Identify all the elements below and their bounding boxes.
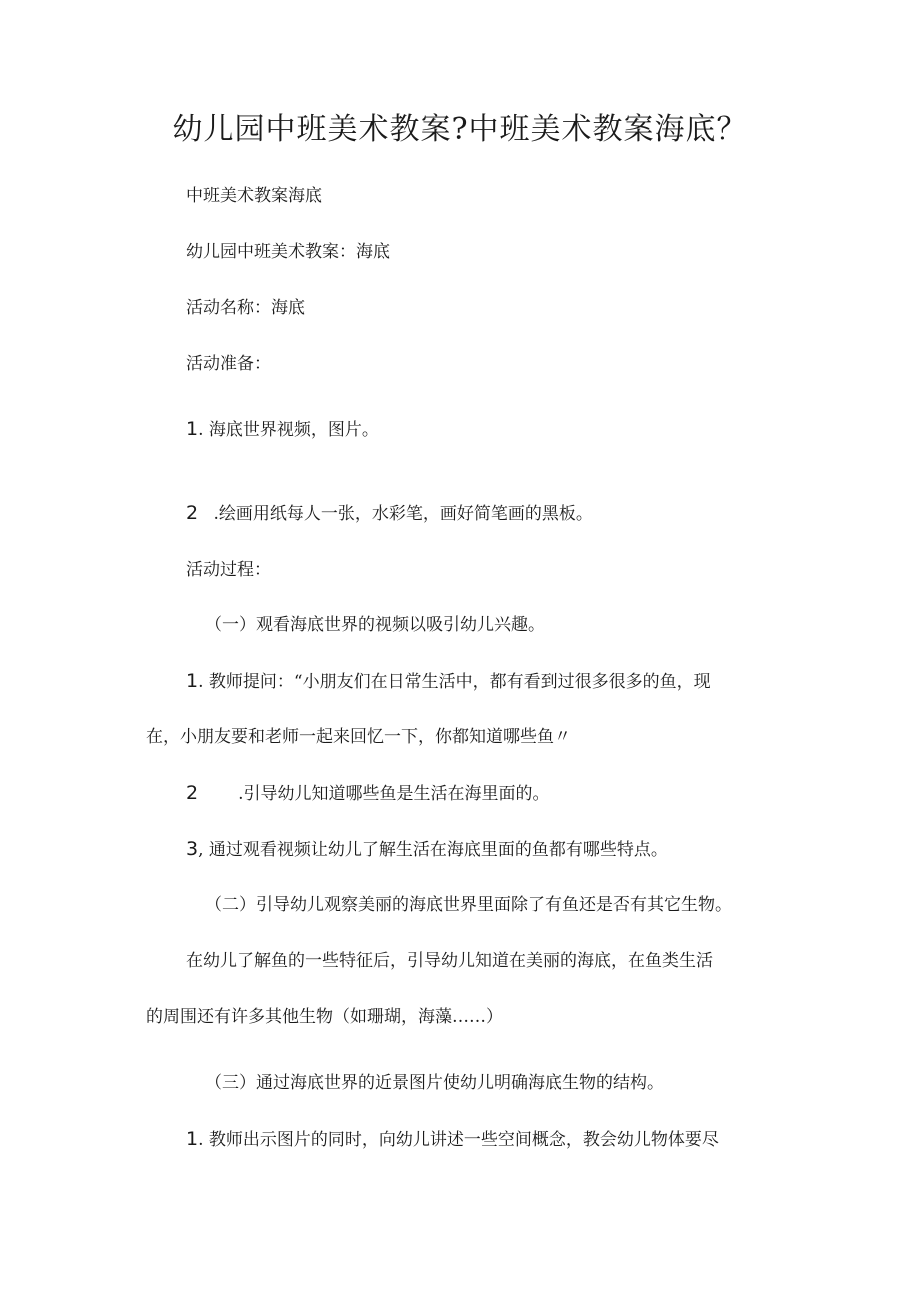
list-item-prep-1 [186, 418, 379, 441]
list-number: 1 [186, 1128, 199, 1150]
paragraph-lesson-name: 幼儿园中班美术教案：海底 [186, 242, 390, 262]
paragraph-activity-name: 活动名称：海底 [186, 298, 305, 318]
heading-preparation: 活动准备： [186, 354, 271, 374]
list-number: 2 [186, 782, 199, 804]
list-item-step-1 [186, 670, 711, 693]
list-text: .引导幼儿知道哪些鱼是生活在海里面的。 [238, 784, 550, 804]
list-text: . 教师出示图片的同时，向幼儿讲述一些空间概念，教会幼儿物体要尽 [198, 1130, 719, 1150]
list-text: . 教师提问：“小朋友们在日常生活中，都有看到过很多很多的鱼，现 [198, 672, 711, 692]
list-text: .绘画用纸每人一张，水彩笔，画好简笔画的黑板。 [208, 504, 593, 524]
section-heading-1: （一）观看海底世界的视频以吸引幼儿兴趣。 [205, 615, 545, 635]
heading-process: 活动过程： [186, 560, 271, 580]
paragraph-subtitle: 中班美术教案海底 [186, 186, 322, 206]
paragraph-continuation: 在，小朋友要和老师一起来回忆一下，你都知道哪些鱼〃 [146, 727, 571, 747]
list-number: 1 [186, 418, 199, 440]
list-number: 2 [186, 502, 199, 524]
list-number: 1 [186, 670, 199, 692]
list-item-prep-2 [186, 502, 593, 525]
list-item-step-3 [186, 838, 668, 861]
list-item-step-4 [186, 1128, 719, 1151]
section-heading-2: （二）引导幼儿观察美丽的海底世界里面除了有鱼还是否有其它生物。 [205, 895, 732, 915]
section-heading-3: （三）通过海底世界的近景图片使幼儿明确海底生物的结构。 [205, 1073, 664, 1093]
list-text: , 通过观看视频让幼儿了解生活在海底里面的鱼都有哪些特点。 [198, 840, 668, 860]
document-title: 幼儿园中班美术教案?中班美术教案海底？ [172, 112, 748, 147]
list-item-step-2 [186, 782, 550, 805]
list-number: 3 [186, 838, 199, 860]
paragraph-body-1: 在幼儿了解鱼的一些特征后，引导幼儿知道在美丽的海底，在鱼类生活 [186, 951, 713, 971]
list-text: . 海底世界视频，图片。 [198, 420, 379, 440]
paragraph-body-2: 的周围还有许多其他生物（如珊瑚，海藻……） [146, 1007, 503, 1027]
